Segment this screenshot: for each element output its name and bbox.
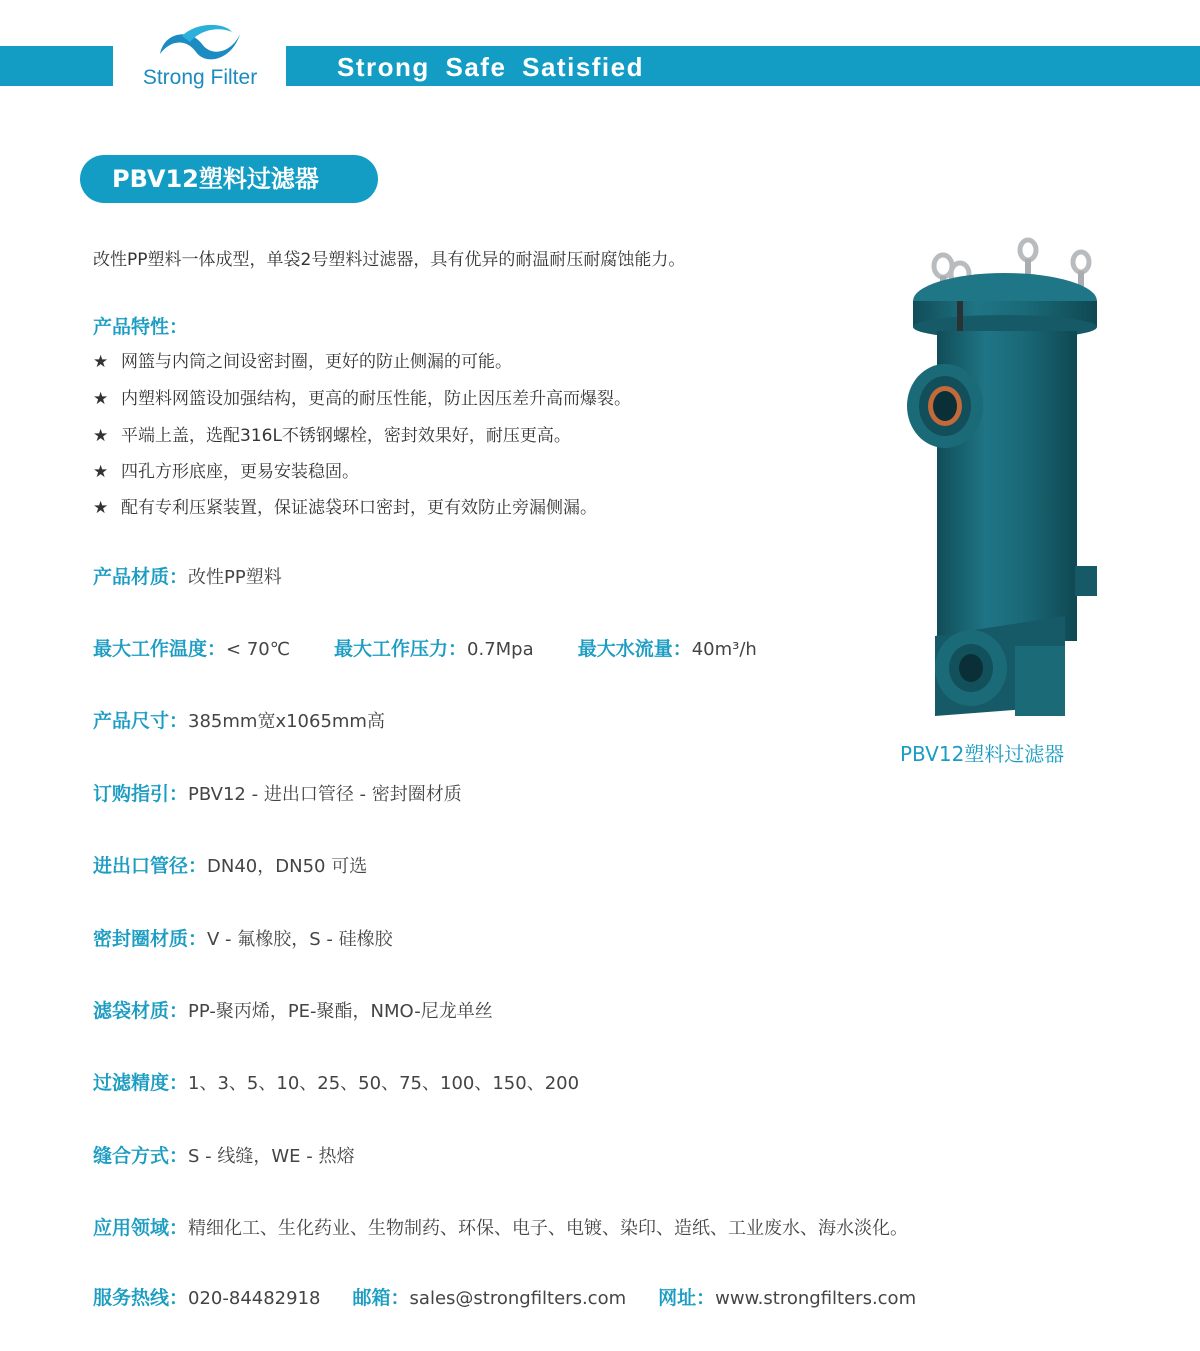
email-label: 邮箱： — [352, 1287, 410, 1309]
spec-material — [93, 562, 282, 592]
feature-item — [93, 457, 359, 482]
feature-item — [93, 493, 597, 518]
spec-label-max-flow: 最大水流量： — [577, 638, 692, 660]
star-icon: ★ — [93, 498, 109, 518]
website-link[interactable]: www.strongfilters.com — [715, 1288, 917, 1309]
spec-label: 应用领域： — [93, 1217, 189, 1239]
spec-value: 改性PP塑料 — [188, 567, 282, 588]
product-caption: PBV12塑料过滤器 — [900, 742, 1065, 766]
feature-text: 平端上盖，选配316L不锈钢螺栓，密封效果好，耐压更高。 — [121, 426, 571, 446]
spec-label: 进出口管径： — [93, 855, 208, 877]
hotline-label: 服务热线： — [93, 1287, 189, 1309]
spec-seal — [93, 924, 393, 954]
spec-label: 订购指引： — [93, 783, 189, 805]
product-intro: 改性PP塑料一体成型，单袋2号塑料过滤器，具有优异的耐温耐压耐腐蚀能力。 — [93, 250, 686, 270]
spec-label: 滤袋材质： — [93, 1000, 189, 1022]
spec-label: 产品尺寸： — [93, 710, 189, 732]
logo-text: Strong Filter — [142, 66, 258, 89]
feature-text: 配有专利压紧装置，保证滤袋环口密封，更有效防止旁漏侧漏。 — [121, 498, 597, 518]
spec-value: 385mm宽x1065mm高 — [188, 711, 385, 732]
spec-value-max-pressure: 0.7Mpa — [467, 639, 534, 660]
logo-swoosh-icon — [120, 22, 280, 70]
spec-performance — [93, 634, 757, 664]
spec-label: 缝合方式： — [93, 1145, 189, 1167]
spec-value: S - 线缝，WE - 热熔 — [188, 1146, 355, 1167]
spec-value: 精细化工、生化药业、生物制药、环保、电子、电镀、染印、造纸、工业废水、海水淡化。 — [188, 1218, 909, 1239]
spec-label: 产品材质： — [93, 566, 189, 588]
spec-value-max-flow: 40m³/h — [691, 639, 757, 660]
contact-row — [93, 1283, 916, 1313]
spec-pipe — [93, 851, 367, 881]
star-icon: ★ — [93, 462, 109, 482]
strong-filter-logo[interactable] — [120, 22, 280, 102]
spec-value: DN40，DN50 可选 — [207, 856, 368, 877]
spec-sewing — [93, 1141, 355, 1171]
spec-ordering — [93, 779, 462, 809]
website-label: 网址： — [658, 1287, 716, 1309]
spec-precision — [93, 1068, 579, 1098]
star-icon: ★ — [93, 426, 109, 446]
spec-value: V - 氟橡胶，S - 硅橡胶 — [207, 929, 393, 950]
spec-label: 过滤精度： — [93, 1072, 189, 1094]
spec-label-max-temp: 最大工作温度： — [93, 638, 227, 660]
spec-bag-material — [93, 996, 493, 1026]
hotline-number[interactable]: 020-84482918 — [188, 1288, 321, 1309]
header-bar-left — [0, 46, 113, 86]
feature-text: 内塑料网篮设加强结构，更高的耐压性能，防止因压差升高而爆裂。 — [121, 389, 631, 409]
spec-label: 密封圈材质： — [93, 928, 208, 950]
spec-value: PP-聚丙烯，PE-聚酯，NMO-尼龙单丝 — [188, 1001, 493, 1022]
product-image — [895, 236, 1105, 726]
feature-item — [93, 347, 512, 372]
email-link[interactable]: sales@strongfilters.com — [409, 1288, 627, 1309]
star-icon: ★ — [93, 352, 109, 372]
feature-item — [93, 421, 571, 446]
spec-value: PBV12 - 进出口管径 - 密封圈材质 — [188, 784, 462, 805]
spec-application — [93, 1213, 908, 1243]
header-tagline: Strong Safe Satisfied — [337, 52, 644, 82]
spec-label-max-pressure: 最大工作压力： — [334, 638, 468, 660]
spec-value: 1、3、5、10、25、50、75、100、150、200 — [188, 1073, 580, 1094]
star-icon: ★ — [93, 389, 109, 409]
spec-value-max-temp: < 70℃ — [226, 639, 290, 660]
product-title: PBV12塑料过滤器 — [80, 155, 378, 203]
feature-text: 四孔方形底座，更易安装稳固。 — [121, 462, 359, 482]
features-title: 产品特性： — [93, 316, 189, 338]
feature-item — [93, 384, 631, 409]
spec-size — [93, 706, 385, 736]
feature-text: 网篮与内筒之间设密封圈，更好的防止侧漏的可能。 — [121, 352, 512, 372]
